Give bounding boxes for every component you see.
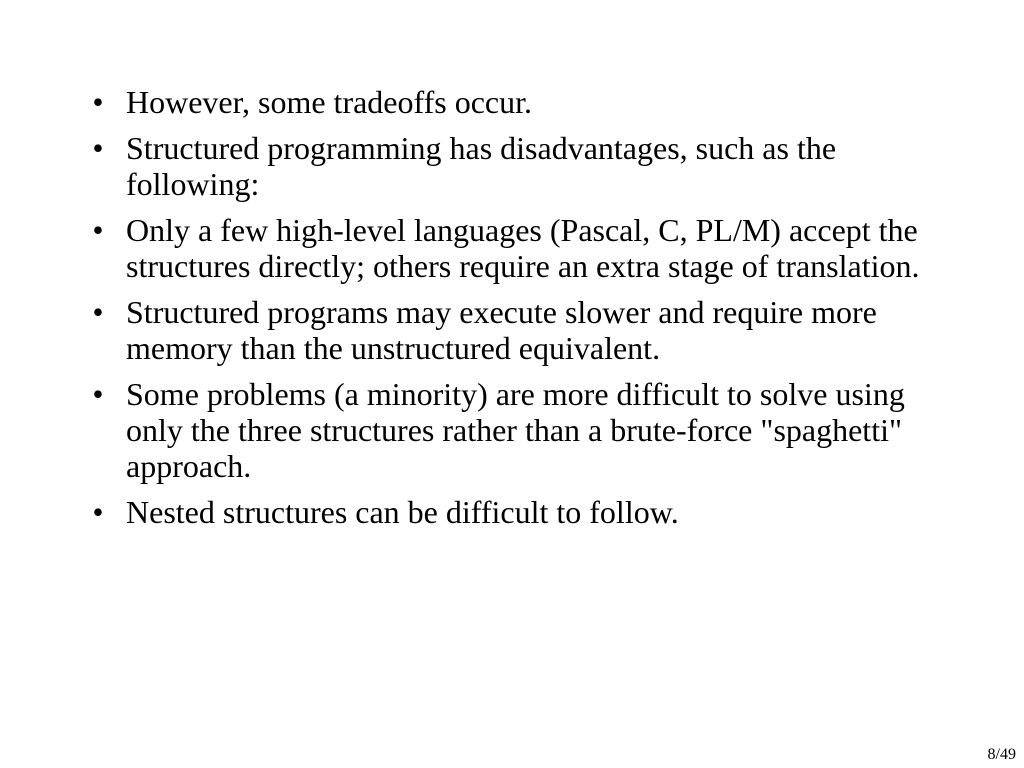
bullet-text: Some problems (a minority) are more difficult to solve using only the three structures rather than a brute-force "spaghetti" approach. (126, 376, 905, 484)
bullet-text: However, some tradeoffs occur. (126, 84, 532, 120)
bullet-text: Only a few high-level languages (Pascal, C, PL/M) accept the structures directly; others require an extra stage of translation. (126, 212, 920, 284)
bullet-icon: • (92, 494, 104, 530)
bullet-item (86, 84, 926, 120)
bullet-icon: • (92, 212, 104, 248)
bullet-list (86, 84, 926, 540)
bullet-icon: • (92, 130, 104, 166)
page-number: 8/49 (987, 746, 1016, 763)
bullet-item (86, 212, 926, 284)
bullet-text: Nested structures can be difficult to follow. (126, 494, 679, 530)
bullet-icon: • (92, 294, 104, 330)
bullet-item (86, 294, 926, 366)
bullet-text: Structured programs may execute slower and require more memory than the unstructured equivalent. (126, 294, 877, 366)
bullet-icon: • (92, 84, 104, 120)
bullet-item (86, 494, 926, 530)
bullet-item (86, 376, 926, 484)
bullet-text: Structured programming has disadvantages, such as the following: (126, 130, 837, 202)
bullet-item (86, 130, 926, 202)
bullet-icon: • (92, 376, 104, 412)
